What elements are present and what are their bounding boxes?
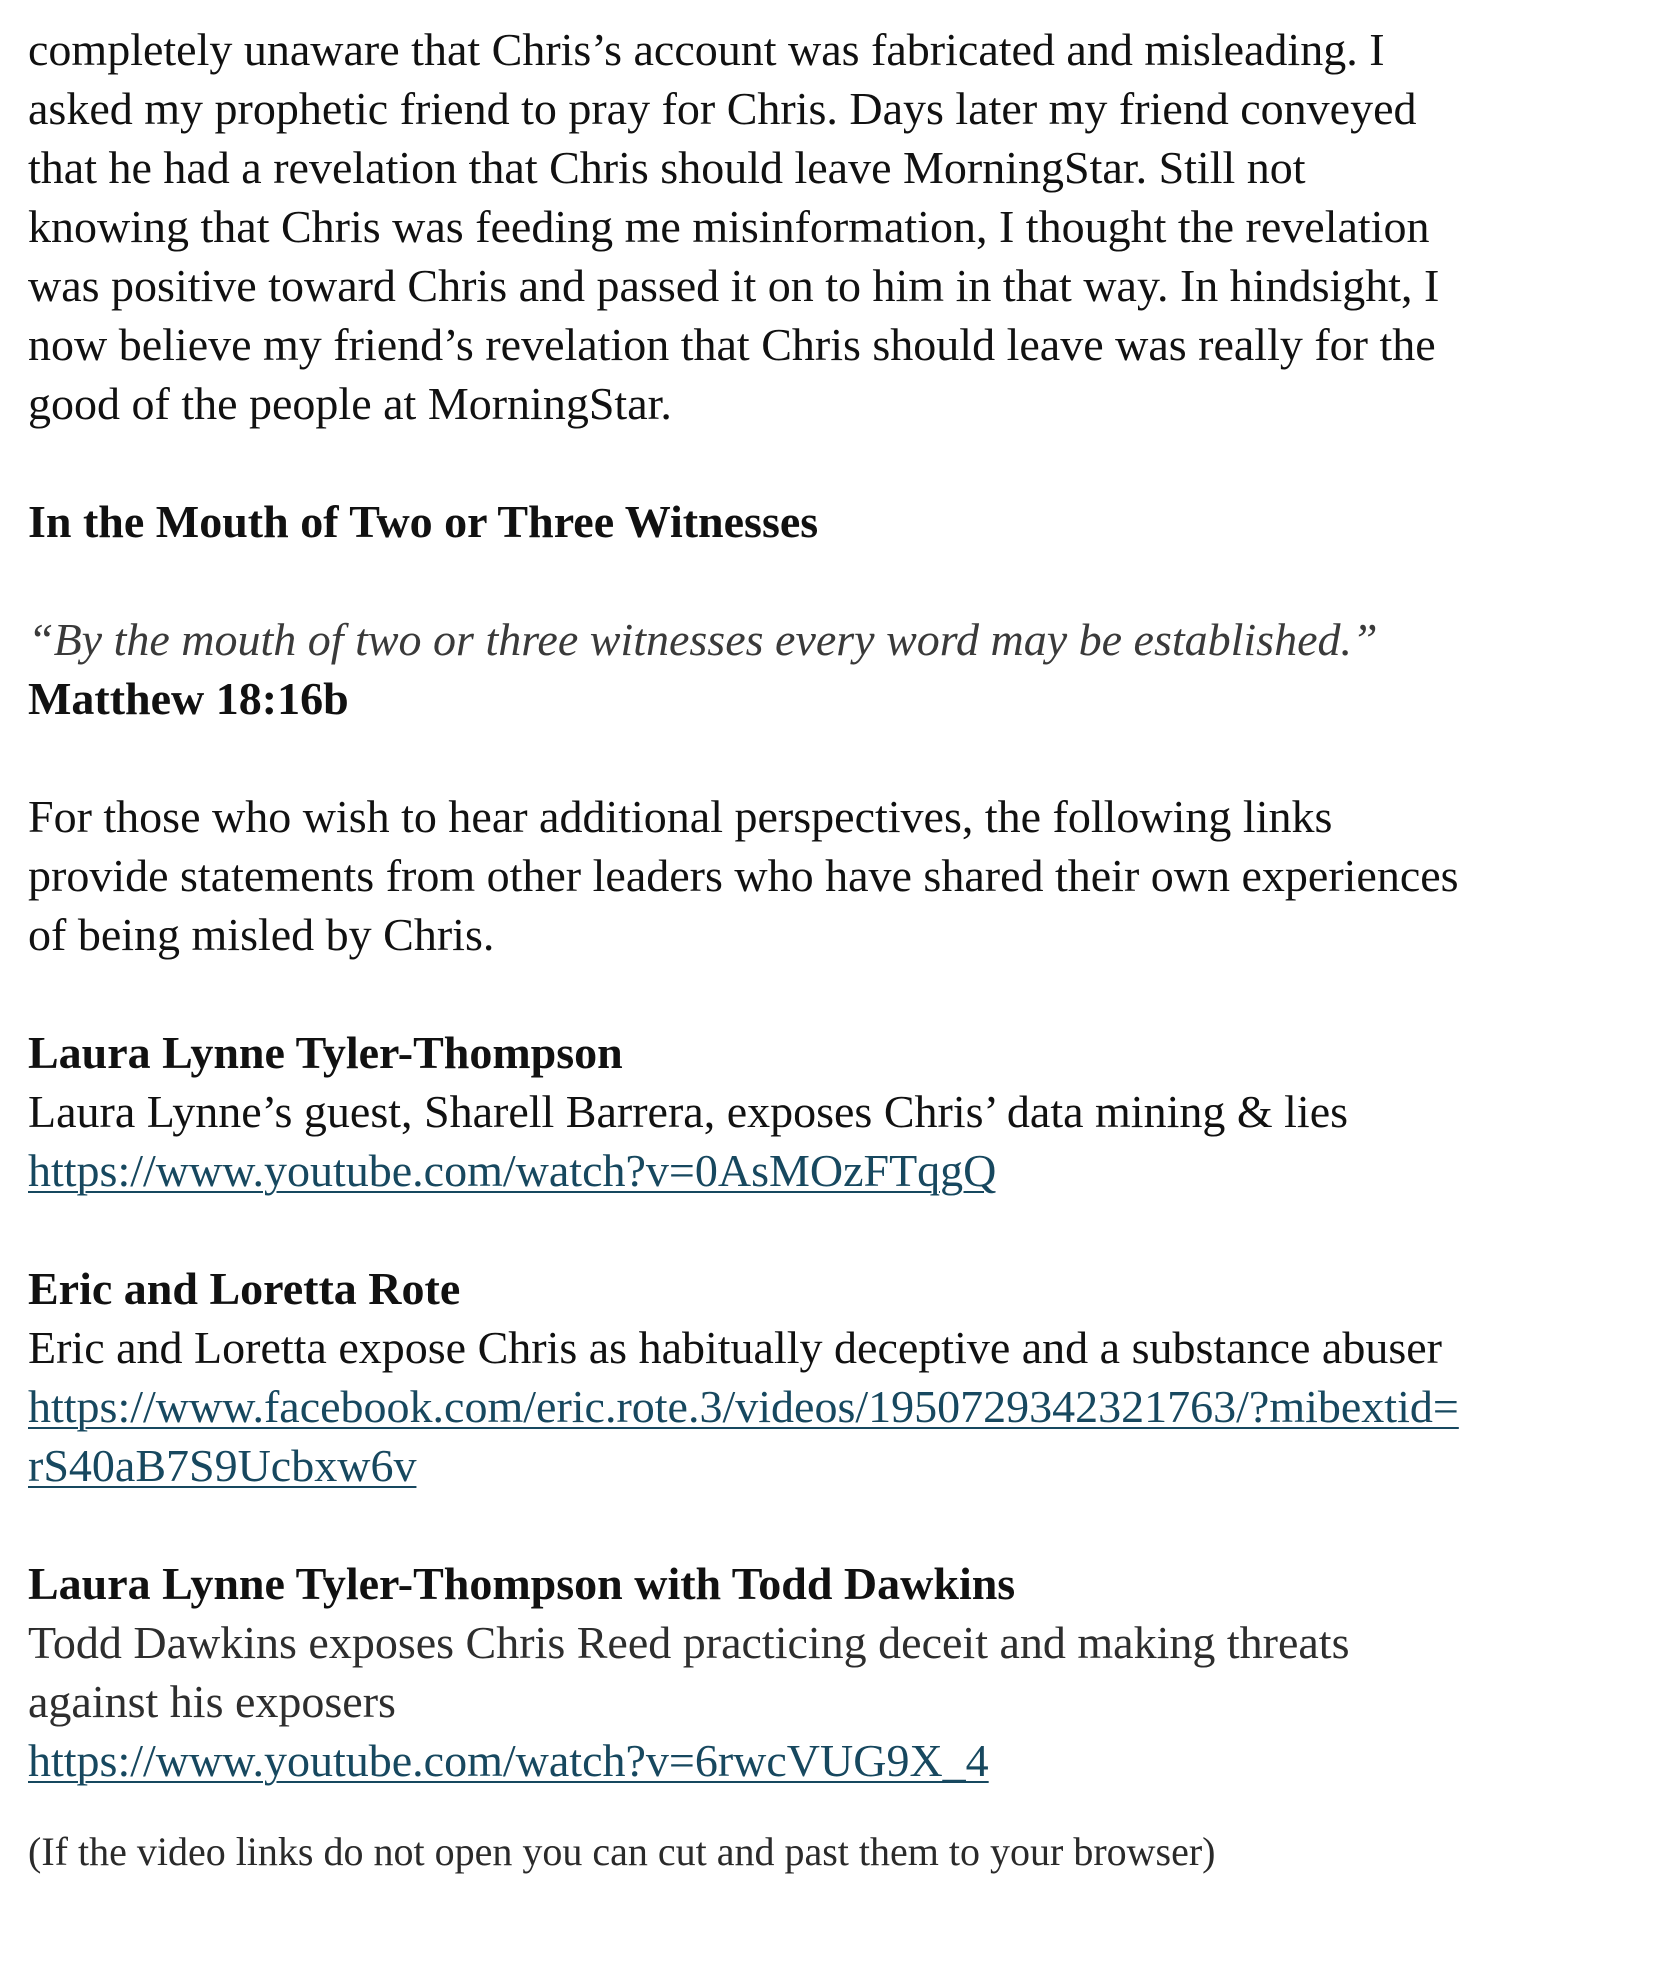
witness-description: Todd Dawkins exposes Chris Reed practicing deceit and making threats against his exposers: [28, 1617, 1350, 1727]
scripture-quote: “By the mouth of two or three witnesses every word may be established.”: [28, 614, 1378, 665]
witness-description: Laura Lynne’s guest, Sharell Barrera, exposes Chris’ data mining & lies: [28, 1086, 1349, 1137]
document-page: [28, 20, 1648, 1878]
witness-video-link[interactable]: https://www.youtube.com/watch?v=0AsMOzFTqgQ: [28, 1145, 997, 1196]
witness-video-link[interactable]: https://www.facebook.com/eric.rote.3/videos/1950729342321763/?mibextid= rS40aB7S9Ucbxw6v: [28, 1381, 1459, 1491]
spacer: [28, 1495, 1648, 1554]
spacer: [28, 728, 1648, 787]
witness-entry: [28, 1023, 1648, 1200]
witness-name: Laura Lynne Tyler-Thompson with Todd Dawkins: [28, 1558, 1016, 1609]
witness-name: Eric and Loretta Rote: [28, 1263, 461, 1314]
intro-paragraph: completely unaware that Chris’s account was fabricated and misleading. I asked my prophetic friend to pray for Chris. Days later my friend conveyed that he had a revelation that Chris should leave MorningStar. Still not knowing that Chris was feeding me misinformation, I thought the revelation was positive toward Chris and passed it on to him in that way. In hindsight, I now believe my friend’s revelation that Chris should leave was really for the good of the people at MorningStar.: [28, 24, 1440, 429]
spacer: [28, 964, 1648, 1023]
witness-description: Eric and Loretta expose Chris as habitually deceptive and a substance abuser: [28, 1322, 1442, 1373]
witness-entry: [28, 1554, 1648, 1790]
spacer: [28, 1200, 1648, 1259]
scripture-reference: Matthew 18:16b: [28, 673, 349, 724]
spacer: [28, 1790, 1648, 1826]
section-heading: In the Mouth of Two or Three Witnesses: [28, 496, 819, 547]
witness-name: Laura Lynne Tyler-Thompson: [28, 1027, 623, 1078]
spacer: [28, 551, 1648, 610]
footer-note: (If the video links do not open you can cut and past them to your browser): [28, 1829, 1216, 1874]
witness-video-link[interactable]: https://www.youtube.com/watch?v=6rwcVUG9X_4: [28, 1735, 989, 1786]
witness-entry: [28, 1259, 1648, 1495]
perspectives-paragraph: For those who wish to hear additional perspectives, the following links provide statements from other leaders who have shared their own experiences of being misled by Chris.: [28, 791, 1459, 960]
spacer: [28, 433, 1648, 492]
